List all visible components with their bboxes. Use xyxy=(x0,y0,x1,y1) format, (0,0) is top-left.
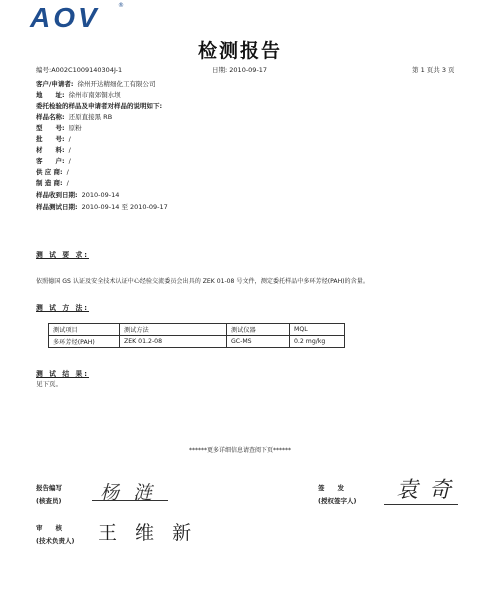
table-cell: 0.2 mg/kg xyxy=(290,336,345,348)
aov-logo xyxy=(30,4,130,34)
svg-text:袁 奇: 袁 奇 xyxy=(396,478,453,503)
field-row: 供 应 商: / xyxy=(36,168,69,176)
method-heading: 测 试 方 法: xyxy=(36,304,90,312)
applicant-row: 客户/申请者: 徐州开达精细化工有限公司 xyxy=(36,80,156,88)
page-info: 第 1 页共 3 页 xyxy=(412,66,455,74)
field-row: 制 造 商: / xyxy=(36,179,69,187)
svg-text:杨 涟: 杨 涟 xyxy=(100,482,157,504)
svg-text:王 维 新: 王 维 新 xyxy=(98,522,198,544)
address-row: 地 址: 徐州市南郊铜水坝 xyxy=(36,91,121,99)
table-cell: GC-MS xyxy=(227,336,290,348)
field-row: 型 号: 原粉 xyxy=(36,124,82,132)
approver-label: 签 发 (授权签字人) xyxy=(318,484,357,505)
more-info-note: ******更多详细信息请查阅下页****** xyxy=(188,447,291,454)
result-text: 见下页。 xyxy=(36,380,62,388)
field-row: 样品测试日期: 2010-09-14 至 2010-09-17 xyxy=(36,203,168,211)
report-date: 日期: 2010-09-17 xyxy=(212,66,268,74)
page-title: 检测报告 xyxy=(197,40,282,62)
reviewer-signature xyxy=(96,517,198,549)
table-cell: 多环芳烃(PAH) xyxy=(49,336,120,348)
field-row: 材 料: / xyxy=(36,146,71,154)
method-table xyxy=(48,323,345,348)
table-header-row xyxy=(49,324,345,336)
sample-desc-intro: 委托检验的样品及申请者对样品的说明如下: xyxy=(36,102,163,110)
request-heading: 测 试 要 求: xyxy=(36,251,90,259)
report-number: 编号:A002C1009140304J-1 xyxy=(36,66,123,74)
table-row xyxy=(49,336,345,348)
svg-text:AOV: AOV xyxy=(30,2,100,33)
field-row: 客 户: / xyxy=(36,157,71,165)
field-row: 批 号: / xyxy=(36,135,71,143)
column-header: MQL xyxy=(290,324,345,336)
field-row: 样品收到日期: 2010-09-14 xyxy=(36,191,120,199)
column-header: 测试项目 xyxy=(49,324,120,336)
column-header: 测试仪器 xyxy=(227,324,290,336)
registered-mark: ® xyxy=(118,2,124,9)
editor-label: 报告编写 (核查员) xyxy=(36,484,62,505)
result-heading: 测 试 结 果: xyxy=(36,370,90,378)
field-row: 样品名称: 还原直接黑 RB xyxy=(36,113,113,121)
column-header: 测试方法 xyxy=(120,324,227,336)
editor-signature xyxy=(98,478,168,508)
reviewer-label: 审 核 (技术负责人) xyxy=(36,524,75,545)
table-cell: ZEK 01.2-08 xyxy=(120,336,227,348)
request-text: 依照德国 GS 认证及安全技术认证中心经验交流委员会出具的 ZEK 01-08 号文件，测定委托样品中多环芳烃(PAH)的含量。 xyxy=(36,278,369,285)
approver-signature xyxy=(394,472,458,508)
